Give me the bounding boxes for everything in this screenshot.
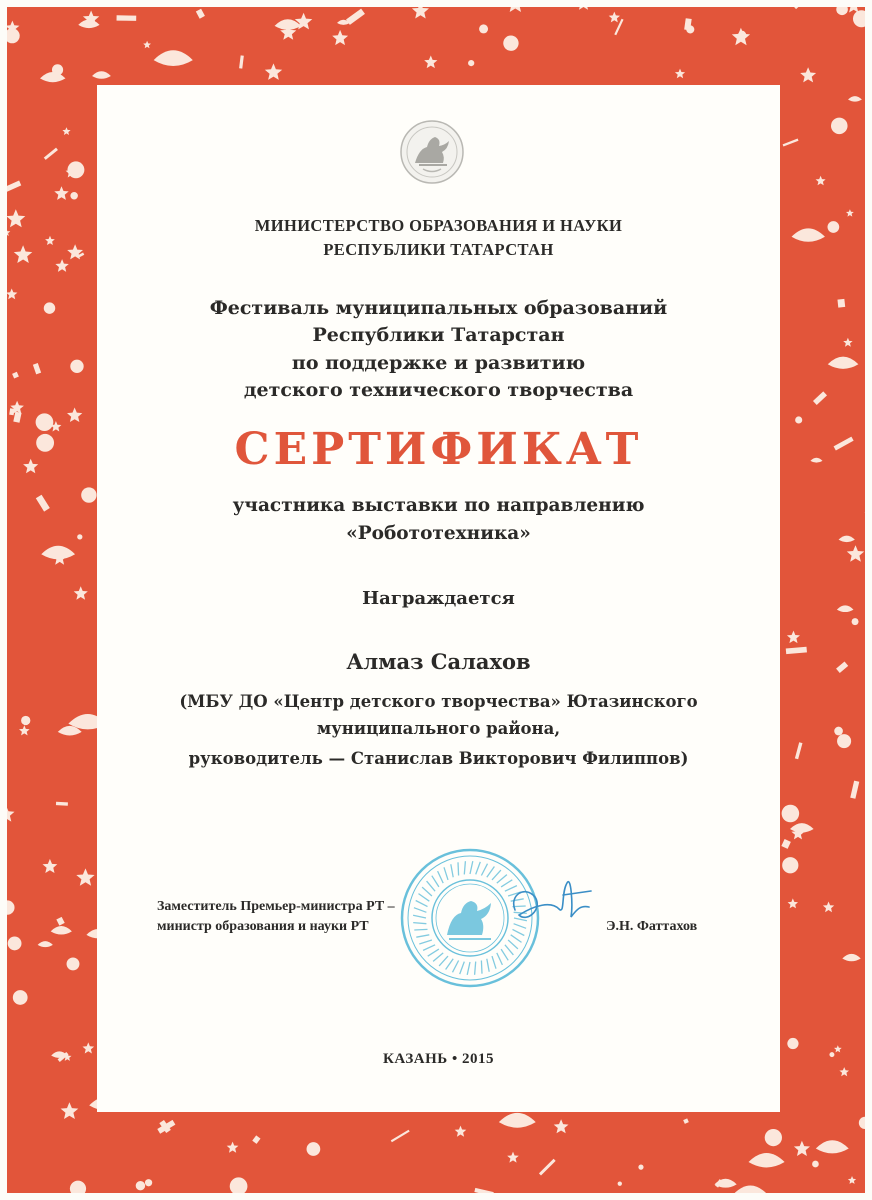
signatory-title-line-2: министр образования и науки РТ — [157, 919, 369, 934]
ministry-line-2: РЕСПУБЛИКИ ТАТАРСТАН — [323, 240, 554, 259]
handwritten-signature — [505, 865, 595, 945]
city-year: КАЗАНЬ • 2015 — [383, 1051, 494, 1067]
festival-line-1: Фестиваль муниципальных образований — [209, 297, 668, 319]
subtitle-line-2: «Робототехника» — [346, 523, 531, 544]
organization-line-2: муниципального района, — [316, 719, 561, 738]
subtitle-line-1: участника выставки по направлению — [232, 495, 645, 516]
signatory-title-line-1: Заместитель Премьер-министра РТ – — [157, 899, 395, 914]
festival-line-3: по поддержке и развитию — [291, 352, 586, 374]
festival-line-2: Республики Татарстан — [312, 324, 565, 346]
organization-line-3: руководитель — Станислав Викторович Филиппов) — [188, 749, 689, 768]
awarded-label: Награждается — [362, 588, 515, 609]
tatarstan-coat-of-arms-icon — [399, 119, 465, 185]
organization-line-1: (МБУ ДО «Центр детского творчества» Ютазинского — [179, 692, 698, 711]
signatory-name: Э.Н. Фаттахов — [606, 919, 698, 934]
festival-line-4: детского технического творчества — [243, 379, 634, 401]
ministry-line-1: МИНИСТЕРСТВО ОБРАЗОВАНИЯ И НАУКИ — [254, 216, 623, 235]
recipient-name: Алмаз Салахов — [346, 649, 531, 674]
certificate-panel — [97, 85, 780, 1112]
certificate-title: СЕРТИФИКАТ — [234, 424, 643, 475]
